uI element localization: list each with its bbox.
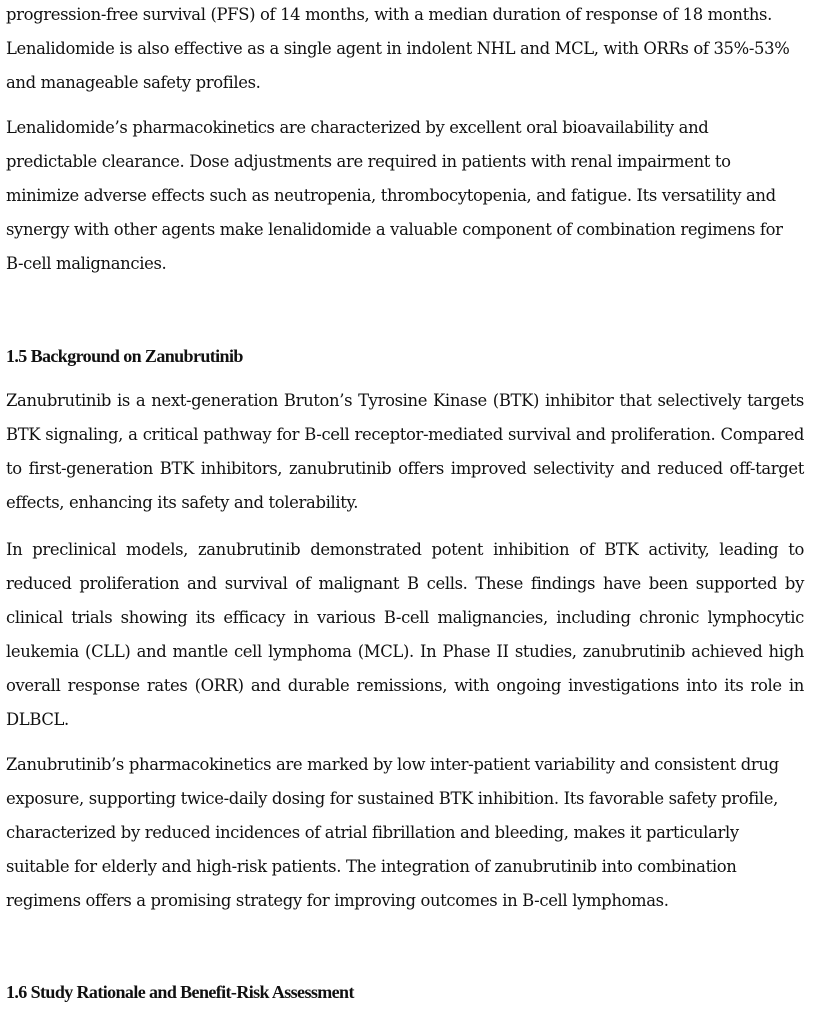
section-heading-1-6: 1.6 Study Rationale and Benefit-Risk Assessment [6,982,354,1002]
paragraph-lenalidomide-pharmacokinetics: Lenalidomide’s pharmacokinetics are characterized by excellent oral bioavailability and predictable clearance. Dose adjustments are required in patients with renal impairment to minimize adverse effects such as neutropenia, thrombocytopenia, and fatigue. Its versatility and synergy with other agents make lenalidomide a valuable component of combination regimens for B-cell malignancies. [6,118,783,273]
paragraph-zanubrutinib-intro: Zanubrutinib is a next-generation Bruton’s Tyrosine Kinase (BTK) inhibitor that selectively targets BTK signaling, a critical pathway for B-cell receptor-mediated survival and proliferation. Compared to first-generation BTK inhibitors, zanubrutinib offers improved selectivity and reduced off-target effects, enhancing its safety and tolerability. [6,391,804,512]
paragraph-zanubrutinib-preclinical: In preclinical models, zanubrutinib demonstrated potent inhibition of BTK activity, leading to reduced proliferation and survival of malignant B cells. These findings have been supported by clinical trials showing its efficacy in various B-cell malignancies, including chronic lymphocytic leukemia (CLL) and mantle cell lymphoma (MCL). In Phase II studies, zanubrutinib achieved high overall response rates (ORR) and durable remissions, with ongoing investigations into its role in DLBCL. [6,540,804,729]
paragraph-zanubrutinib-pharmacokinetics: Zanubrutinib’s pharmacokinetics are marked by low inter-patient variability and consistent drug exposure, supporting twice-daily dosing for sustained BTK inhibition. Its favorable safety profile, characterized by reduced incidences of atrial fibrillation and bleeding, makes it particularly suitable for elderly and high-risk patients. The integration of zanubrutinib into combination regimens offers a promising strategy for improving outcomes in B-cell lymphomas. [6,755,779,910]
paragraph-lenalidomide-efficacy: progression-free survival (PFS) of 14 months, with a median duration of response of 18 months. Lenalidomide is also effective as a single agent in indolent NHL and MCL, with ORRs of 35%-53% and manageable safety profiles. [6,5,790,92]
section-heading-1-5: 1.5 Background on Zanubrutinib [6,346,243,366]
